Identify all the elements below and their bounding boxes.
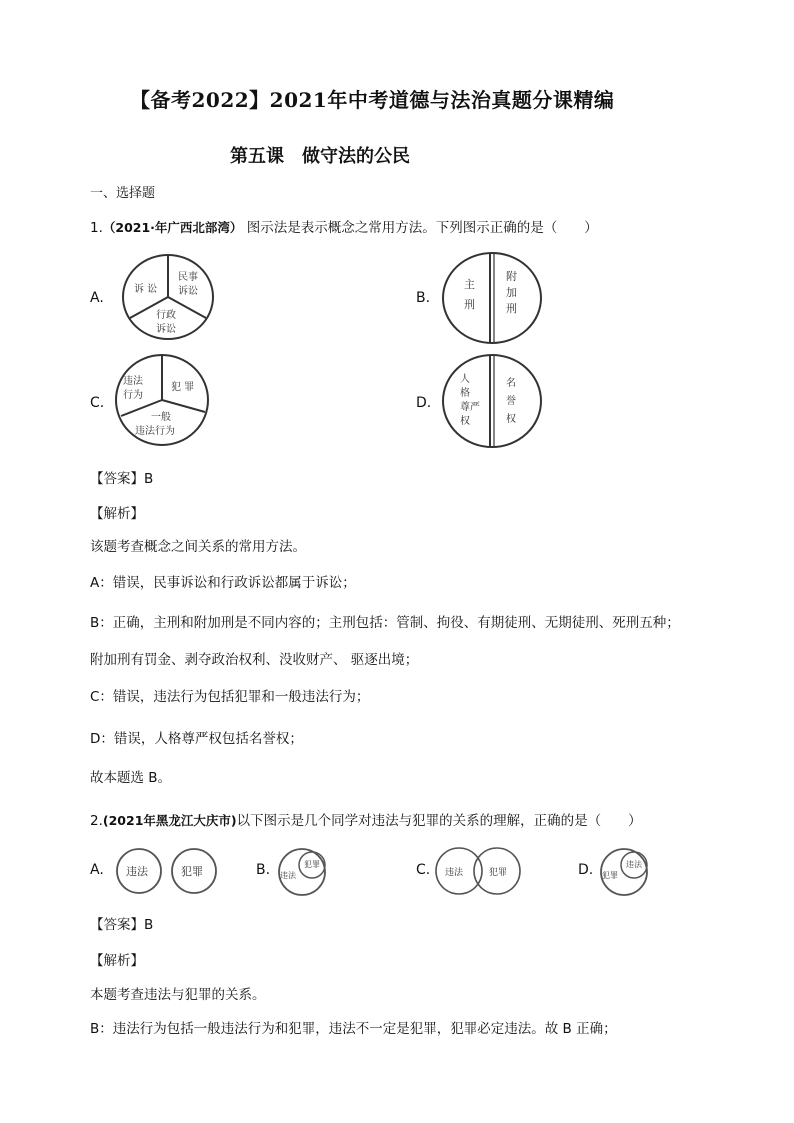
- page-title: 【备考2022】2021年中考道德与法治真题分课精编: [130, 88, 615, 112]
- diagram-label: 犯 罪: [171, 382, 195, 393]
- question-2-answer: 【答案】B: [90, 917, 154, 933]
- analysis-line: C：错误，违法行为包括犯罪和一般违法行为；: [90, 689, 370, 705]
- diagram-label: 诉 讼: [134, 284, 158, 295]
- diagram-label: 誉: [506, 396, 516, 407]
- option-a-diagram: [120, 252, 216, 346]
- lesson-name: 做守法的公民: [302, 146, 410, 167]
- option-d-letter: D.: [416, 395, 432, 411]
- diagram-label: 民事: [178, 272, 198, 283]
- diagram-label: 名: [506, 378, 516, 389]
- option-b-diagram: [440, 250, 544, 350]
- q2-option-d-diagram: [596, 845, 656, 901]
- question-2-stem: [90, 809, 642, 829]
- section-heading: 一、选择题: [90, 186, 156, 201]
- diagram-label: 刑: [506, 302, 517, 315]
- diagram-label: 权: [460, 416, 470, 427]
- diagram-label: 格: [460, 388, 470, 399]
- diagram-label: 行为: [123, 390, 143, 401]
- analysis-line: 本题考查违法与犯罪的关系。: [90, 987, 266, 1003]
- analysis-line: 该题考查概念之间关系的常用方法。: [90, 539, 306, 555]
- analysis-line: D：错误，人格尊严权包括名誉权；: [90, 731, 303, 747]
- q2-option-a-letter: A.: [90, 862, 104, 878]
- option-d-diagram: [440, 352, 544, 454]
- diagram-label: 违法: [445, 868, 464, 878]
- question-number: 1.: [90, 220, 103, 236]
- question-text: 图示法是表示概念之常用方法。下列图示正确的是（ ）: [246, 220, 598, 236]
- diagram-label: 违法: [280, 871, 296, 880]
- q2-option-c-letter: C.: [416, 862, 431, 878]
- analysis-line: A：错误，民事诉讼和行政诉讼都属于诉讼；: [90, 575, 356, 591]
- diagram-label: 附: [506, 270, 517, 283]
- lesson-number: 第五课: [230, 146, 284, 167]
- option-c-diagram: [113, 352, 211, 452]
- analysis-line: 附加刑有罚金、剥夺政治权利、没收财产、 驱逐出境；: [90, 652, 419, 668]
- question-source: (2021年黑龙江大庆市): [102, 813, 237, 828]
- diagram-label: 行政: [156, 310, 176, 321]
- diagram-label: 诉讼: [178, 286, 198, 297]
- q2-option-d-letter: D.: [578, 862, 594, 878]
- diagram-label: 违法: [126, 865, 148, 878]
- question-1-answer: 【答案】B: [90, 471, 154, 487]
- q2-option-a-diagram: [114, 845, 224, 901]
- diagram-label: 权: [506, 414, 516, 425]
- question-2-analysis-title: 【解析】: [90, 953, 144, 969]
- diagram-label: 犯罪: [602, 871, 618, 880]
- option-a-letter: A.: [90, 290, 104, 306]
- diagram-label: 违法: [626, 860, 642, 869]
- diagram-label: 违法行为: [135, 426, 175, 437]
- diagram-label: 刑: [464, 298, 475, 311]
- diagram-label: 人: [460, 374, 470, 385]
- option-b-letter: B.: [416, 290, 431, 306]
- diagram-label: 严: [470, 402, 480, 413]
- question-source: （2021·年广西北部湾）: [102, 220, 243, 235]
- diagram-label: 犯罪: [304, 860, 320, 869]
- diagram-label: 加: [506, 286, 517, 299]
- diagram-label: 一般: [151, 412, 171, 423]
- analysis-line: B：违法行为包括一般违法行为和犯罪，违法不一定是犯罪，犯罪必定违法。故 B 正确；: [90, 1021, 617, 1037]
- diagram-label: 犯罪: [181, 865, 203, 878]
- q2-option-c-diagram: [433, 845, 525, 901]
- q2-option-b-letter: B.: [256, 862, 271, 878]
- diagram-label: 诉讼: [156, 324, 176, 335]
- diagram-label: 主: [464, 278, 475, 291]
- q2-option-b-diagram: [272, 845, 336, 901]
- diagram-label: 犯罪: [489, 868, 508, 878]
- question-text: 以下图示是几个同学对违法与犯罪的关系的理解，正确的是（ ）: [236, 813, 642, 829]
- option-c-letter: C.: [90, 395, 105, 411]
- lesson-title: [230, 142, 410, 168]
- question-1-stem: [90, 216, 598, 236]
- diagram-label: 尊: [460, 402, 470, 413]
- analysis-line: 故本题选 B。: [90, 770, 172, 786]
- diagram-label: 违法: [123, 376, 143, 387]
- analysis-line: B：正确，主刑和附加刑是不同内容的；主刑包括：管制、拘役、有期徒刑、无期徒刑、死刑五种；: [90, 615, 680, 631]
- question-1-analysis-title: 【解析】: [90, 506, 144, 522]
- question-number: 2.: [90, 813, 103, 829]
